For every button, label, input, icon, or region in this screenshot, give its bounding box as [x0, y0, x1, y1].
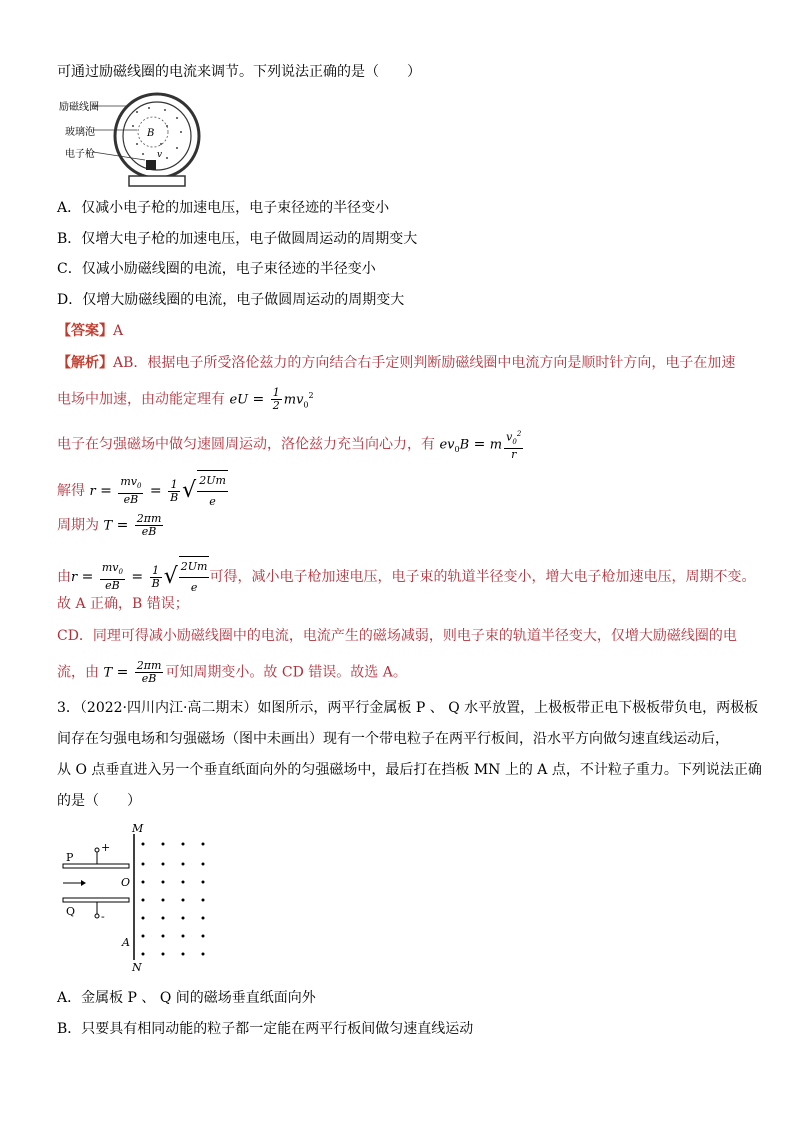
analysis-line-8: CD．同理可得减小励磁线圈中的电流，电流产生的磁场减弱，则电子束的轨道半径变大，仅增大励磁线圈的电	[57, 628, 737, 644]
answer-line	[57, 321, 123, 341]
option-c: C．仅减小励磁线圈的电流，电子束径迹的半径变小	[57, 261, 376, 277]
q3-stem-line-4: 的是（ ）	[57, 793, 141, 809]
q3-stem-line-3: 从 O 点垂直进入另一个垂直纸面向外的匀强磁场中，最后打在挡板 MN 上的 A 点，不计粒子重力。下列说法正确	[57, 762, 762, 778]
analysis-line-2: 电场中加速，由动能定理有 eU = $\frac{1}{2}$ $mv_0^2$	[57, 386, 314, 413]
label-o: O	[121, 876, 131, 889]
label-minus: -	[101, 910, 105, 923]
label-n: N	[132, 961, 142, 974]
label-p: P	[66, 851, 74, 864]
q3-option-a: A．金属板 P 、 Q 间的磁场垂直纸面向外	[57, 990, 316, 1006]
parallel-plates-figure	[57, 824, 227, 976]
answer-tag: 【答案】	[57, 323, 113, 339]
label-q: Q	[66, 905, 76, 918]
label-m: M	[132, 822, 144, 835]
analysis-line-3: 电子在匀强磁场中做匀速圆周运动，洛伦兹力充当向心力，有 $ev_0B = m$ $\frac{v_0^2}{r}$	[57, 430, 522, 461]
analysis-line-6: 由r = $\frac{mv_0}{eB}$ = $\frac{1}{B}$ √ $\frac{2Um}{e}$ 可得，减小电子枪加速电压，电子束的轨道半径变小，增大电子枪加速电压，周期不变。	[57, 556, 755, 598]
option-b: B．仅增大电子枪的加速电压，电子做圆周运动的周期变大	[57, 231, 418, 247]
q3-stem-line-1: 3．（2022·四川内江·高二期末）如图所示，两平行金属板 P 、 Q 水平放置，上极板带正电下极板带负电，两极板	[57, 700, 759, 716]
q3-stem-line-2: 间存在匀强电场和匀强磁场（图中未画出）现有一个带电粒子在两平行板间，沿水平方向做匀速直线运动后，	[57, 731, 729, 747]
label-gun: 电子枪	[65, 149, 95, 160]
label-velocity: v	[157, 150, 163, 160]
analysis-line-4: 解得 r = $\frac{mv_0}{eB}$ = $\frac{1}{B}$ √ $\frac{2Um}{e}$	[57, 470, 228, 512]
analysis-line-1: 【解析】AB．根据电子所受洛伦兹力的方向结合右手定则判断励磁线圈中电流方向是顺时针方向，电子在加速	[57, 355, 736, 371]
label-field-b: B	[147, 128, 155, 139]
analysis-line-9: 流，由 T = $\frac{2\pi m}{eB}$ 可知周期变小。故 CD 错误。故选 A。	[57, 659, 407, 685]
label-a: A	[122, 936, 130, 949]
analysis-line-5: 周期为 T = $\frac{2\pi m}{eB}$	[57, 512, 162, 538]
label-bulb: 玻璃泡	[65, 127, 95, 138]
option-a: A．仅减小电子枪的加速电压，电子束径迹的半径变小	[57, 200, 390, 216]
electron-tube-figure	[57, 92, 207, 188]
question-stem-tail: 可通过励磁线圈的电流来调节。下列说法正确的是（ ）	[57, 64, 421, 80]
q3-option-b: B．只要具有相同动能的粒子都一定能在两平行板间做匀速直线运动	[57, 1021, 474, 1037]
analysis-tag: 【解析】	[57, 355, 113, 371]
label-coil: 励磁线圈	[59, 102, 99, 113]
parallel-plates-diagram	[57, 824, 227, 976]
analysis-line-7: 故 A 正确，B 错误；	[57, 596, 189, 612]
answer-value: A	[113, 323, 124, 339]
label-plus: +	[101, 841, 111, 854]
option-d: D．仅增大励磁线圈的电流，电子做圆周运动的周期变大	[57, 292, 405, 308]
